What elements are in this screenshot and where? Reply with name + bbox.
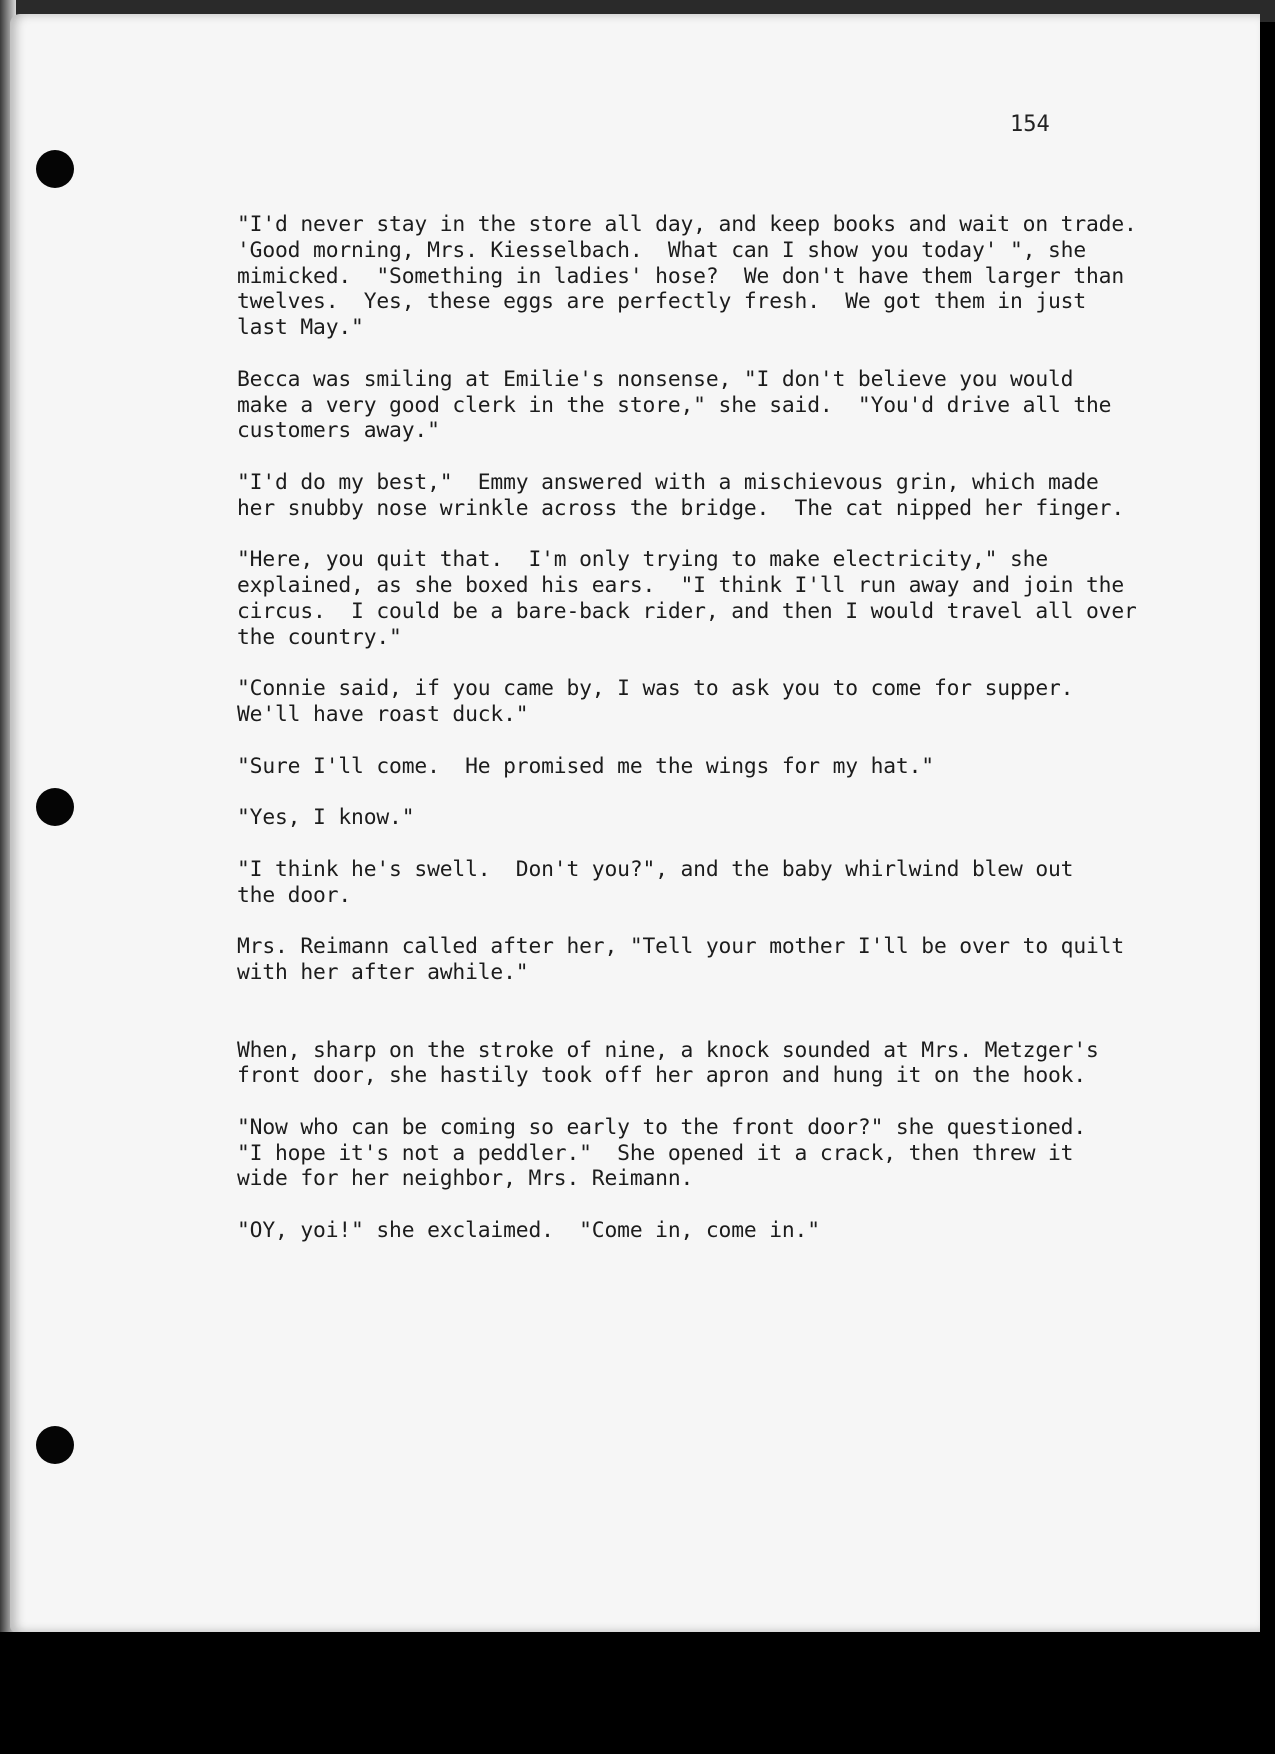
paragraph: Mrs. Reimann called after her, "Tell your mother I'll be over to quilt with her after awhile." <box>237 934 1125 986</box>
binder-hole-bottom <box>36 1426 74 1464</box>
scan-bottom-border <box>0 1632 1275 1754</box>
document-page <box>10 14 1260 1632</box>
page-number: 154 <box>1010 112 1050 137</box>
binder-hole-top <box>36 150 74 188</box>
paragraph: "OY, yoi!" she exclaimed. "Come in, come in." <box>237 1218 820 1244</box>
paragraph: When, sharp on the stroke of nine, a knock sounded at Mrs. Metzger's front door, she hastily took off her apron and hung it on the hook. <box>237 1037 1099 1089</box>
paragraph: Becca was smiling at Emilie's nonsense, "I don't believe you would make a very good clerk in the store," she said. "You'd drive all the customers away." <box>237 366 1112 444</box>
paragraph: "Here, you quit that. I'm only trying to make electricity," she explained, as she boxed his ears. "I think I'll run away and join the circus. I could be a bare-back rider, and then I would travel all over the country." <box>237 547 1137 650</box>
paragraph: "Sure I'll come. He promised me the wings for my hat." <box>237 753 934 779</box>
paragraph: "Yes, I know." <box>237 805 415 831</box>
paragraph: "Now who can be coming so early to the front door?" she questioned. "I hope it's not a peddler." She opened it a crack, then threw it wide for her neighbor, Mrs. Reimann. <box>237 1114 1087 1192</box>
paragraph: "I think he's swell. Don't you?", and the baby whirlwind blew out the door. <box>237 856 1074 908</box>
binder-hole-middle <box>36 788 74 826</box>
paragraph: "I'd do my best," Emmy answered with a mischievous grin, which made her snubby nose wrinkle across the bridge. The cat nipped her finger. <box>237 469 1125 521</box>
manuscript-text <box>237 212 1157 1270</box>
paragraph: "Connie said, if you came by, I was to ask you to come for supper. We'll have roast duck." <box>237 676 1074 728</box>
paragraph: "I'd never stay in the store all day, and keep books and wait on trade. 'Good morning, Mrs. Kiesselbach. What can I show you today' ", she mimicked. "Something in ladies' hose? We don't have them larger than twelves. Yes, these eggs are perfectly fresh. We got them in just last May." <box>237 212 1137 341</box>
